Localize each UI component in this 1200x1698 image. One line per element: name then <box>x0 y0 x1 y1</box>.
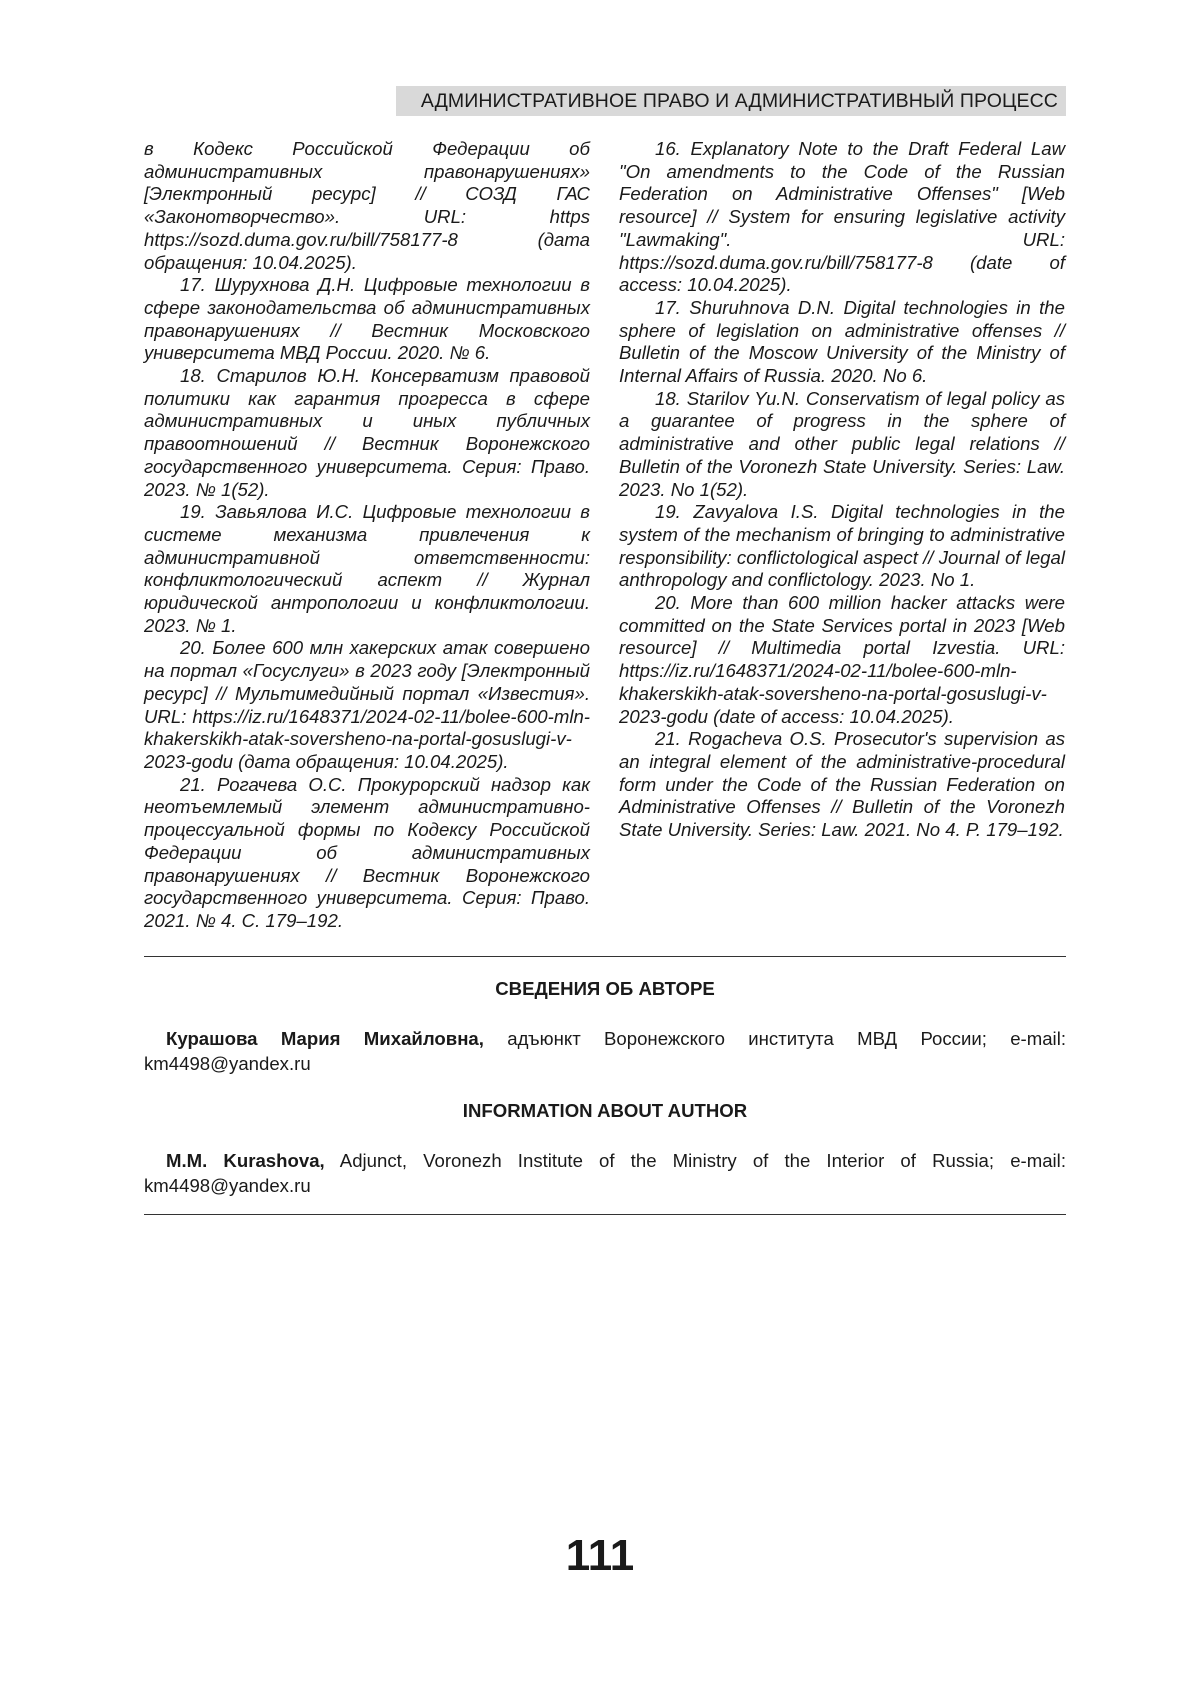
reference-ru-17: 17. Шурухнова Д.Н. Цифровые технологии в сфере законодательства об административных правонарушениях // Вестник Московского университета МВД России. 2020. № 6. <box>144 274 590 364</box>
references-column-ru <box>144 138 590 933</box>
author-info-en <box>144 1148 1066 1198</box>
author-details-ru: адъюнкт Воронежского института МВД России; e-mail: km4498@yandex.ru <box>144 1028 1066 1074</box>
reference-en-19: 19. Zavyalova I.S. Digital technologies in the system of the mechanism of bringing to administrative responsibility: conflictological aspect // Journal of legal anthropology and conflictology. 2023. No 1. <box>619 501 1065 591</box>
reference-en-21: 21. Rogacheva O.S. Prosecutor's supervision as an integral element of the administrative-procedural form under the Code of the Russian Federation on Administrative Offenses // Bulletin of the Voronezh State University. Series: Law. 2021. No 4. P. 179–192. <box>619 728 1065 841</box>
divider-bottom <box>144 1214 1066 1215</box>
author-details-en: Adjunct, Voronezh Institute of the Ministry of the Interior of Russia; e-mail: km4498@yandex.ru <box>144 1150 1066 1196</box>
author-info-ru <box>144 1026 1066 1076</box>
references-column-en <box>619 138 1065 842</box>
reference-en-18: 18. Starilov Yu.N. Conservatism of legal policy as a guarantee of progress in the sphere of administrative and other public legal relations // Bulletin of the Voronezh State University. Series: Law. 2023. No 1(52). <box>619 387 1065 500</box>
reference-en-20: 20. More than 600 million hacker attacks were committed on the State Services portal in 2023 [Web resource] // Multimedia portal Izvestia. URL: https://iz.ru/1648371/2024-02-11/bolee-600-mln-khakerskikh-atak-sovershenо-na-portal-gosuslugi-v-2023-godu (date of access: 10.04.2025). <box>619 592 1065 727</box>
reference-ru-20: 20. Более 600 млн хакерских атак совершено на портал «Госуслуги» в 2023 году [Электронный ресурс] // Мультимедийный портал «Известия». URL: https://iz.ru/1648371/2024-02-11/bolee-600-mln-khakerskikh-atak-sovershenо-na-portal-gosuslugi-v-2023-godu (дата обращения: 10.04.2025). <box>144 637 590 772</box>
author-name-ru: Курашова Мария Михайловна, <box>166 1028 484 1049</box>
divider-top <box>144 956 1066 957</box>
reference-ru-18: 18. Старилов Ю.Н. Консерватизм правовой политики как гарантия прогресса в сфере административных и иных публичных правоотношений // Вестник Воронежского государственного университета. Серия: Право. 2023. № 1(52). <box>144 365 590 500</box>
author-heading-ru: СВЕДЕНИЯ ОБ АВТОРЕ <box>495 978 715 999</box>
author-heading-en: INFORMATION ABOUT AUTHOR <box>462 1100 748 1121</box>
page-number: 111 <box>565 1531 635 1580</box>
reference-en-16: 16. Explanatory Note to the Draft Federal Law "On amendments to the Code of the Russian Federation on Administrative Offenses" [Web resource] // System for ensuring legislative activity "Lawmaking". URL: https://sozd.duma.gov.ru/bill/758177-8 (date of access: 10.04.2025). <box>619 138 1065 296</box>
running-header: АДМИНИСТРАТИВНОЕ ПРАВО И АДМИНИСТРАТИВНЫЙ ПРОЦЕСС <box>396 86 1066 116</box>
author-name-en: M.M. Kurashova, <box>166 1150 325 1171</box>
reference-ru-19: 19. Завьялова И.С. Цифровые технологии в системе механизма привлечения к административной ответственности: конфликтологический аспект // Журнал юридической антропологии и конфликтологии. 2023. № 1. <box>144 501 590 636</box>
reference-ru-16-continued: в Кодекс Российской Федерации об административных правонарушениях» [Электронный ресурс] // СОЗД ГАС «Законотворчество». URL: https https://sozd.duma.gov.ru/bill/758177-8 (дата обращения: 10.04.2025). <box>144 138 590 273</box>
reference-ru-21: 21. Рогачева О.С. Прокурорский надзор как неотъемлемый элемент административно-процессуальной формы по Кодексу Российской Федерации об административных правонарушениях // Вестник Воронежского государственного университета. Серия: Право. 2021. № 4. С. 179–192. <box>144 773 590 931</box>
reference-en-17: 17. Shuruhnova D.N. Digital technologies in the sphere of legislation on administrative offenses // Bulletin of the Moscow University of the Ministry of Internal Affairs of Russia. 2020. No 6. <box>619 296 1065 387</box>
